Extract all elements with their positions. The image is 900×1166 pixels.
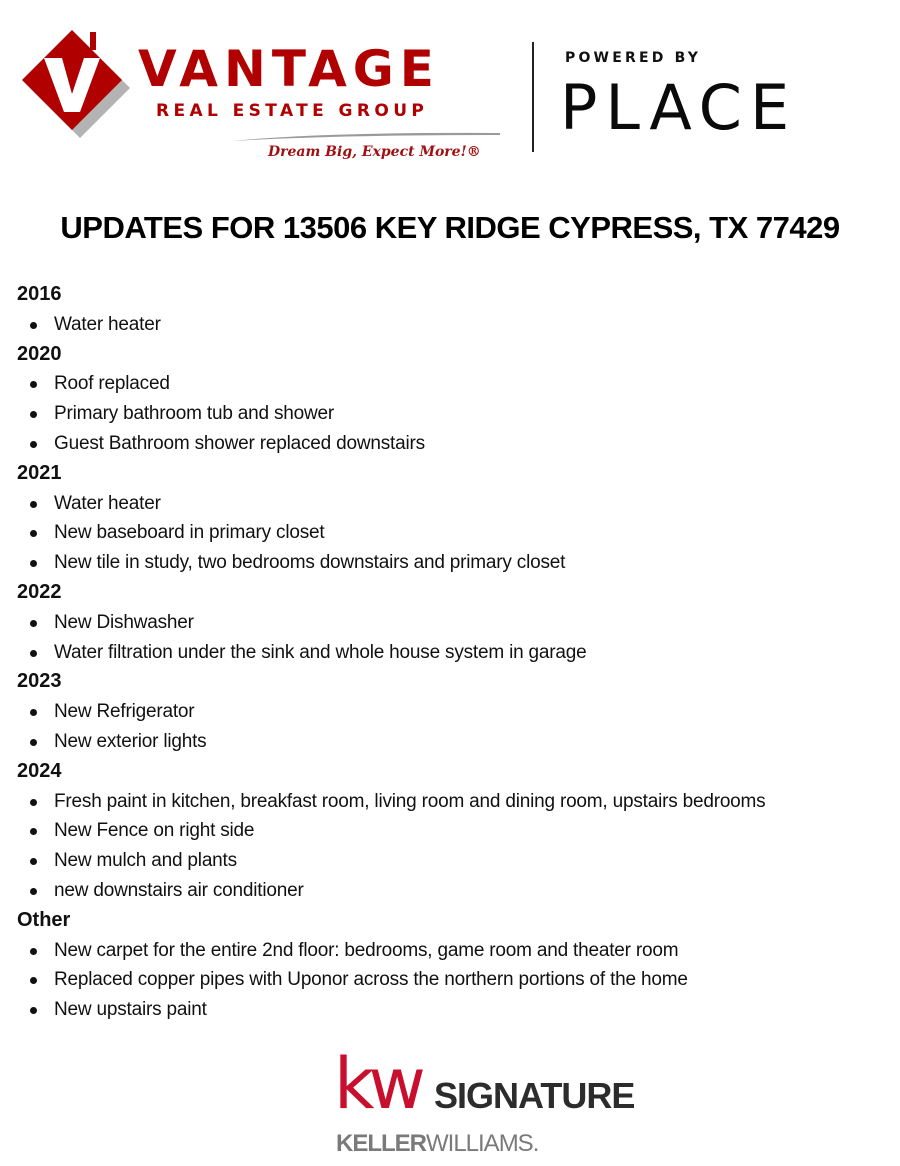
year-group — [17, 667, 883, 756]
list-item-text: Water filtration under the sink and whole house system in garage — [54, 641, 587, 663]
updates-list — [17, 280, 883, 1025]
bullet-icon — [30, 441, 37, 448]
year-heading: 2016 — [17, 283, 62, 305]
list-item-text: Water heater — [54, 492, 161, 514]
kw-signature-logo — [334, 1043, 644, 1161]
bullet-icon — [30, 799, 37, 806]
year-heading: 2024 — [17, 759, 62, 782]
year-group — [17, 340, 883, 459]
list-item — [17, 638, 883, 668]
list-item — [17, 369, 883, 399]
keller-label: KELLER — [336, 1130, 426, 1157]
list-item-text: New baseboard in primary closet — [54, 522, 325, 544]
list-item-text: New Fence on right side — [54, 820, 255, 842]
bullet-icon — [30, 977, 37, 984]
list-item — [17, 846, 883, 876]
brand-name: VANTAGE — [138, 40, 440, 98]
swoosh-line — [232, 130, 500, 142]
list-item — [17, 310, 883, 340]
update-items — [17, 369, 883, 458]
header — [0, 0, 900, 180]
update-items — [17, 310, 883, 340]
bullet-icon — [30, 650, 37, 657]
list-item — [17, 816, 883, 846]
bullet-icon — [30, 530, 37, 537]
year-group — [17, 459, 883, 578]
registered-mark: . — [532, 1130, 539, 1157]
list-item-text: Water heater — [54, 313, 161, 335]
year-heading: 2020 — [17, 342, 62, 365]
bullet-icon — [30, 322, 37, 329]
year-group — [17, 757, 883, 906]
list-item — [17, 429, 883, 459]
update-items — [17, 936, 883, 1025]
page-title: UPDATES FOR 13506 KEY RIDGE CYPRESS, TX 77429 — [60, 210, 840, 245]
bullet-icon — [30, 1007, 37, 1014]
update-items — [17, 608, 883, 668]
bullet-icon — [30, 501, 37, 508]
partner-name: PLACE — [560, 71, 798, 144]
year-heading: 2022 — [17, 580, 62, 603]
year-group — [17, 578, 883, 667]
update-items — [17, 787, 883, 906]
keller-williams-label — [336, 1130, 566, 1158]
year-heading: 2023 — [17, 670, 62, 693]
year-group — [17, 906, 883, 1025]
list-item — [17, 876, 883, 906]
bullet-icon — [30, 948, 37, 955]
list-item-text: new downstairs air conditioner — [54, 879, 304, 901]
bullet-icon — [30, 888, 37, 895]
bullet-icon — [30, 739, 37, 746]
v-house-diamond-icon — [22, 28, 132, 140]
list-item — [17, 489, 883, 519]
list-item — [17, 787, 883, 817]
list-item-text: New upstairs paint — [54, 999, 207, 1021]
powered-by-label: POWERED BY — [565, 50, 702, 66]
year-heading: 2021 — [17, 461, 62, 484]
list-item-text: New Refrigerator — [54, 701, 195, 723]
list-item-text: Fresh paint in kitchen, breakfast room, living room and dining room, upstairs bedrooms — [54, 790, 766, 812]
williams-label: WILLIAMS — [426, 1130, 533, 1157]
list-item — [17, 995, 883, 1025]
bullet-icon — [30, 620, 37, 627]
update-items — [17, 489, 883, 578]
list-item-text: Replaced copper pipes with Uponor across the northern portions of the home — [54, 969, 688, 991]
bullet-icon — [30, 411, 37, 418]
list-item-text: New exterior lights — [54, 730, 207, 752]
list-item-text: New Dishwasher — [54, 611, 194, 633]
list-item — [17, 548, 883, 578]
list-item — [17, 399, 883, 429]
brand-tagline: Dream Big, Expect More!® — [268, 144, 481, 160]
list-item — [17, 727, 883, 757]
signature-label: SIGNATURE — [434, 1075, 635, 1116]
bullet-icon — [30, 560, 37, 567]
bullet-icon — [30, 381, 37, 388]
list-item — [17, 518, 883, 548]
year-group — [17, 280, 883, 340]
brand-subtitle: REAL ESTATE GROUP — [156, 101, 429, 121]
list-item — [17, 608, 883, 638]
header-divider — [532, 42, 534, 152]
list-item — [17, 936, 883, 966]
bullet-icon — [30, 858, 37, 865]
list-item — [17, 965, 883, 995]
update-items — [17, 697, 883, 757]
list-item-text: Primary bathroom tub and shower — [54, 403, 334, 425]
kw-letters: kw — [334, 1043, 420, 1125]
bullet-icon — [30, 828, 37, 835]
year-heading: Other — [17, 908, 71, 931]
list-item-text: New mulch and plants — [54, 850, 237, 872]
list-item-text: Roof replaced — [54, 373, 170, 395]
list-item-text: Guest Bathroom shower replaced downstairs — [54, 432, 425, 454]
list-item-text: New tile in study, two bedrooms downstairs and primary closet — [54, 552, 566, 574]
bullet-icon — [30, 709, 37, 716]
list-item-text: New carpet for the entire 2nd floor: bedrooms, game room and theater room — [54, 939, 679, 961]
list-item — [17, 697, 883, 727]
